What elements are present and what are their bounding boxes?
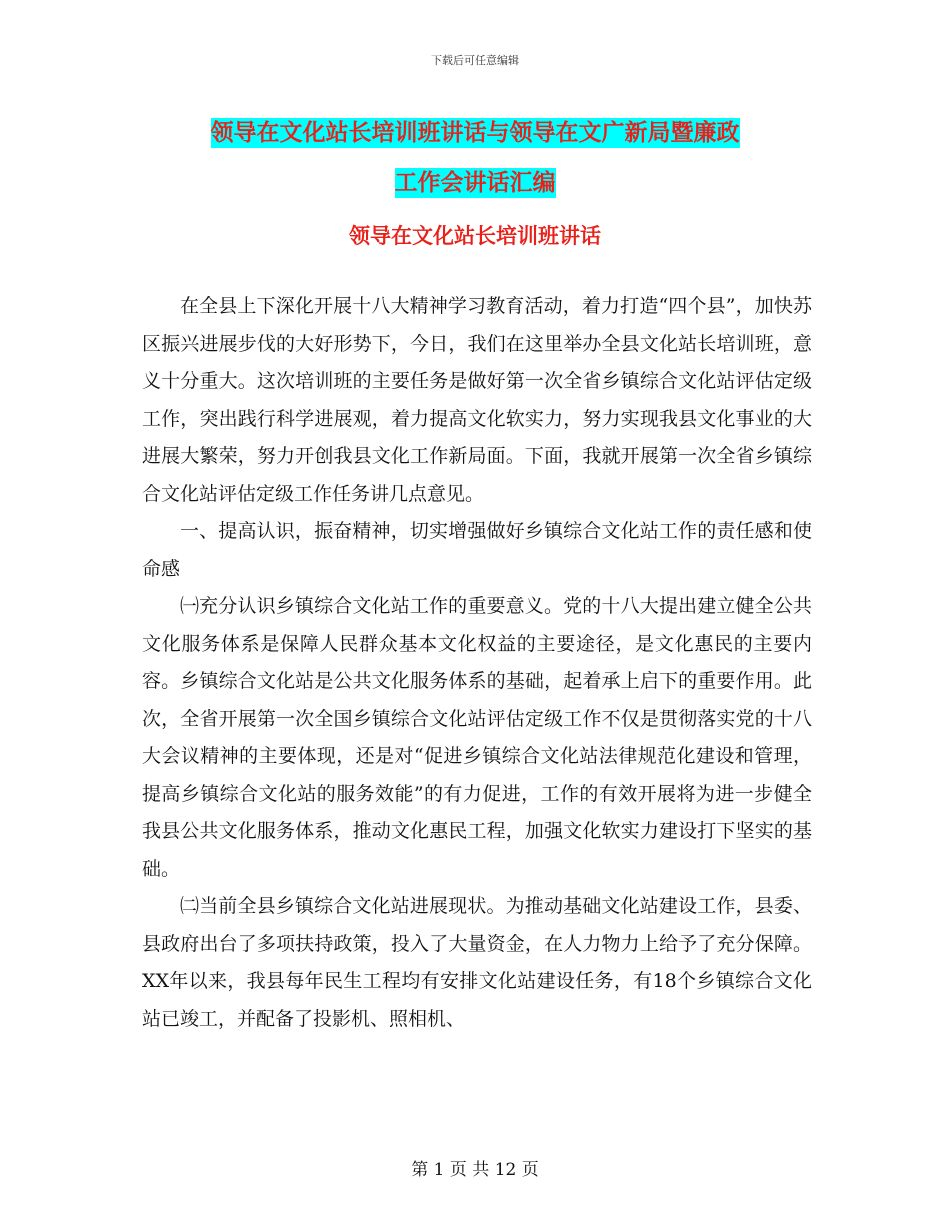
paragraph: ㈠充分认识乡镇综合文化站工作的重要意义。党的十八大提出建立健全公共文化服务体系是保障人民群众基本文化权益的主要途径，是文化惠民的主要内容。乡镇综合文化站是公共文化服务体系的基础，起着承上启下的重要作用。此次，全省开展第一次全国乡镇综合文化站评估定级工作不仅是贯彻落实党的十八大会议精神的主要体现，还是对“促进乡镇综合文化站法律规范化建设和管理，提高乡镇综合文化站的服务效能”的有力促进，工作的有效开展将为进一步健全我县公共文化服务体系，推动文化惠民工程，加强文化软实力建设打下坚实的基础。 bbox=[142, 595, 812, 880]
document-title bbox=[140, 108, 810, 208]
document-title-line-1: 领导在文化站长培训班讲话与领导在文广新局暨廉政 bbox=[210, 120, 740, 146]
paragraph: ㈡当前全县乡镇综合文化站进展现状。为推动基础文化站建设工作，县委、县政府出台了多项扶持政策，投入了大量资金，在人力物力上给予了充分保障。XX年以来，我县每年民生工程均有安排文化站建设任务，有18个乡镇综合文化站已竣工，并配备了投影机、照相机、 bbox=[142, 895, 812, 1030]
section-title: 领导在文化站长培训班讲话 bbox=[349, 224, 601, 248]
document-body bbox=[142, 288, 812, 1038]
paragraph: 一、提高认识，振奋精神，切实增强做好乡镇综合文化站工作的责任感和使命感 bbox=[142, 520, 812, 580]
header-note: 下载后可任意编辑 bbox=[431, 54, 519, 67]
paragraph: 在全县上下深化开展十八大精神学习教育活动，着力打造“四个县”，加快苏区振兴进展步伐的大好形势下，今日，我们在这里举办全县文化站长培训班，意义十分重大。这次培训班的主要任务是做好第一次全省乡镇综合文化站评估定级工作，突出践行科学进展观，着力提高文化软实力，努力实现我县文化事业的大进展大繁荣，努力开创我县文化工作新局面。下面，我就开展第一次全省乡镇综合文化站评估定级工作任务讲几点意见。 bbox=[142, 295, 812, 505]
document-title-line-2: 工作会讲话汇编 bbox=[394, 170, 556, 196]
page-number-footer: 第 1 页 共 12 页 bbox=[411, 1160, 539, 1180]
